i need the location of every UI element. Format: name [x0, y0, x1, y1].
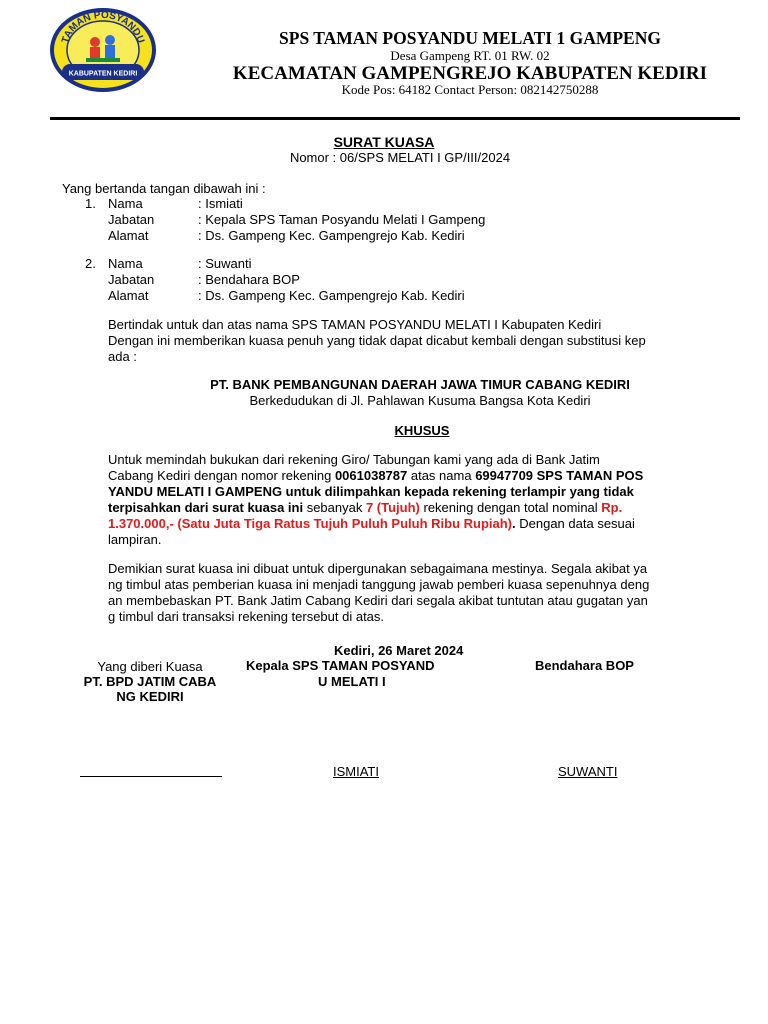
- signatory-mid-role: Kepala SPS TAMAN POSYAND: [246, 658, 435, 673]
- body-line-3: YANDU MELATI I GAMPENG untuk dilimpahkan kepada rekening terlampir yang tidak: [108, 484, 634, 499]
- body-text: atas nama: [407, 468, 476, 483]
- body-text: Dengan data sesuai: [515, 516, 635, 531]
- person-1-number: 1.: [85, 196, 96, 211]
- body-line-1: Untuk memindah bukukan dari rekening Giro/ Tabungan kami yang ada di Bank Jatim: [108, 452, 600, 467]
- bank-address: Berkedudukan di Jl. Pahlawan Kusuma Bangsa Kota Kediri: [249, 393, 591, 408]
- closing-line-4: g timbul dari transaksi rekening tersebut di atas.: [108, 609, 385, 624]
- bertindak-line-1: Bertindak untuk dan atas nama SPS TAMAN POSYANDU MELATI I Kabupaten Kediri: [108, 317, 602, 332]
- khusus-heading: KHUSUS: [394, 423, 450, 438]
- closing-line-3: an membebaskan PT. Bank Jatim Cabang Kediri dari segala akibat tuntutan atau gugatan yan: [108, 593, 648, 608]
- person-2-nama-label: Nama: [108, 256, 143, 271]
- header-contact: Kode Pos: 64182 Contact Person: 082142750288: [341, 82, 599, 97]
- total-amount: 1.370.000,- (Satu Juta Tiga Ratus Tujuh Puluh Puluh Ribu Rupiah): [108, 516, 513, 531]
- body-period: .: [512, 516, 516, 531]
- signatory-left-org: PT. BPD JATIM CABA: [83, 674, 217, 689]
- body-line-2: [108, 468, 643, 484]
- header-institution: SPS TAMAN POSYANDU MELATI 1 GAMPENG: [279, 28, 661, 48]
- person-1-jabatan-label: Jabatan: [108, 212, 155, 227]
- body-line-4: [108, 500, 622, 516]
- account-count: 7 (Tujuh): [365, 500, 420, 515]
- person-1-nama: : Ismiati: [198, 196, 243, 211]
- signing-date: Kediri, 26 Maret 2024: [334, 643, 464, 658]
- signatory-mid-name: ISMIATI: [333, 764, 379, 779]
- signatory-right-name: SUWANTI: [558, 764, 618, 779]
- bertindak-line-3: ada :: [108, 349, 137, 364]
- header-village: Desa Gampeng RT. 01 RW. 02: [390, 48, 550, 63]
- bank-name: PT. BANK PEMBANGUNAN DAERAH JAWA TIMUR CABANG KEDIRI: [210, 377, 630, 392]
- document-number: Nomor : 06/SPS MELATI I GP/III/2024: [289, 150, 511, 165]
- bertindak-line-2: Dengan ini memberikan kuasa penuh yang tidak dapat dicabut kembali dengan substitusi kep: [108, 333, 646, 348]
- currency-prefix: Rp.: [601, 500, 623, 515]
- signatory-left-role: Yang diberi Kuasa: [97, 659, 203, 674]
- person-2-jabatan-label: Jabatan: [108, 272, 155, 287]
- signature-line-left: [80, 776, 222, 777]
- person-2-alamat-label: Alamat: [108, 288, 149, 303]
- posyandu-logo: [50, 8, 156, 92]
- person-2-number: 2.: [85, 256, 96, 271]
- body-line-6: lampiran.: [108, 532, 162, 547]
- person-1-nama-label: Nama: [108, 196, 143, 211]
- body-text: sebanyak: [303, 500, 366, 515]
- intro-text: Yang bertanda tangan dibawah ini :: [62, 181, 266, 196]
- body-line-5: [108, 516, 635, 532]
- document-title: SURAT KUASA: [333, 134, 435, 150]
- body-text-bold: terpisahkan dari surat kuasa ini: [108, 500, 304, 515]
- header-divider: [50, 117, 740, 120]
- person-2-alamat: : Ds. Gampeng Kec. Gampengrejo Kab. Kediri: [198, 288, 465, 303]
- signatory-mid-role-cont: U MELATI I: [318, 674, 386, 689]
- closing-line-1: Demikian surat kuasa ini dibuat untuk dipergunakan sebagaimana mestinya. Segala akibat ya: [108, 561, 648, 576]
- signatory-left-org-cont: NG KEDIRI: [116, 689, 184, 704]
- person-2-jabatan: : Bendahara BOP: [198, 272, 300, 287]
- closing-line-2: ng timbul atas pemberian kuasa ini menjadi tanggung jawab pemberi kuasa sepenuhnya deng: [108, 577, 650, 592]
- person-1-alamat: : Ds. Gampeng Kec. Gampengrejo Kab. Kediri: [198, 228, 465, 243]
- svg-text:KABUPATEN KEDIRI: KABUPATEN KEDIRI: [68, 70, 138, 78]
- body-text: Cabang Kediri dengan nomor rekening: [108, 468, 335, 483]
- account-number: 0061038787: [334, 468, 408, 483]
- svg-text:TAMAN POSYANDU: TAMAN POSYANDU: [59, 9, 147, 45]
- signatory-right-role: Bendahara BOP: [535, 658, 634, 673]
- person-1-jabatan: : Kepala SPS Taman Posyandu Melati I Gampeng: [198, 212, 486, 227]
- header-district: KECAMATAN GAMPENGREJO KABUPATEN KEDIRI: [232, 63, 708, 84]
- person-2-nama: : Suwanti: [198, 256, 252, 271]
- person-1-alamat-label: Alamat: [108, 228, 149, 243]
- body-text: rekening dengan total nominal: [419, 500, 602, 515]
- account-name: 69947709 SPS TAMAN POS: [475, 468, 644, 483]
